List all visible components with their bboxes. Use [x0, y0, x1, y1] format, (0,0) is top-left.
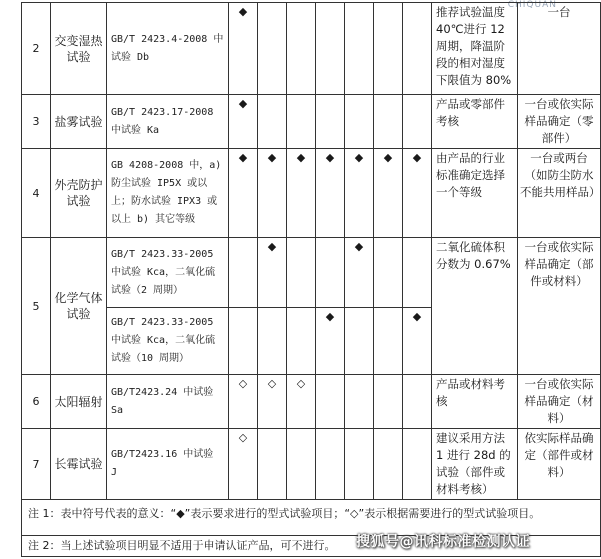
test-name: 太阳辐射	[51, 375, 107, 429]
test-standard: GB/T 2423.33-2005 中试验 Kca，二氧化硫试验（10 周期）	[107, 308, 229, 375]
table-row	[22, 149, 601, 238]
symbol-cell	[345, 308, 374, 375]
symbol-cell	[345, 3, 374, 95]
sample-quantity: 一台或依实际样品确定（零部件）	[518, 95, 601, 149]
symbol-cell	[374, 95, 403, 149]
sample-quantity: 一台或两台（如防尘防水不能共用样品）	[518, 149, 601, 238]
test-requirement: 产品或零部件考核	[432, 95, 518, 149]
symbol-cell	[316, 375, 345, 429]
test-standard: GB/T 2423.17-2008 中试验 Ka	[107, 95, 229, 149]
table-row	[22, 238, 601, 308]
symbol-cell	[229, 308, 258, 375]
symbol-cell	[258, 3, 287, 95]
symbol-cell	[316, 429, 345, 500]
row-number: 2	[22, 3, 51, 95]
symbol-cell	[287, 429, 316, 500]
symbol-cell	[374, 3, 403, 95]
symbol-cell	[374, 308, 403, 375]
sample-quantity: 一台	[518, 3, 601, 95]
row-number: 5	[22, 238, 51, 375]
symbol-cell: ◆	[403, 308, 432, 375]
symbol-cell	[403, 95, 432, 149]
watermark-text: 搜狐号@讯科标准检测认证	[356, 534, 530, 550]
symbol-cell	[403, 238, 432, 308]
symbol-cell	[316, 3, 345, 95]
table-row	[22, 3, 601, 95]
note-2: 注 2：当上述试验项目明显不适用于申请认证产品，可不进行。	[22, 536, 601, 557]
note-1: 注 1：表中符号代表的意义：“◆”表示要求进行的型式试验项目；“◇”表示根据需要进行的型式试验项目。	[22, 500, 601, 536]
symbol-cell: ◆	[403, 149, 432, 238]
symbol-cell	[374, 375, 403, 429]
symbol-cell	[287, 95, 316, 149]
sample-quantity: 一台或依实际样品确定（材料）	[518, 375, 601, 429]
symbol-cell	[229, 238, 258, 308]
sample-quantity: 一台或依实际样品确定（部件或材料）	[518, 238, 601, 375]
symbol-cell: ◆	[345, 238, 374, 308]
test-requirement: 由产品的行业标准确定选择一个等级	[432, 149, 518, 238]
symbol-cell	[403, 3, 432, 95]
sample-quantity: 依实际样品确定（部件或材料）	[518, 429, 601, 500]
test-name: 长霉试验	[51, 429, 107, 500]
symbol-cell: ◆	[345, 149, 374, 238]
symbol-cell	[345, 95, 374, 149]
row-number: 3	[22, 95, 51, 149]
row-number: 6	[22, 375, 51, 429]
symbol-cell: ◆	[258, 149, 287, 238]
symbol-cell: ◇	[229, 429, 258, 500]
symbol-cell: ◆	[316, 308, 345, 375]
test-name: 外壳防护试验	[51, 149, 107, 238]
test-requirement: 产品或材料考核	[432, 375, 518, 429]
symbol-cell: ◆	[316, 149, 345, 238]
test-standard: GB/T 2423.4-2008 中试验 Db	[107, 3, 229, 95]
symbol-cell	[258, 95, 287, 149]
test-standard: GB 4208-2008 中，a) 防尘试验 IP5X 或以上；防水试验 IPX3 或以上 b) 其它等级	[107, 149, 229, 238]
symbol-cell	[316, 95, 345, 149]
test-standard: GB/T2423.24 中试验 Sa	[107, 375, 229, 429]
symbol-cell: ◇	[229, 375, 258, 429]
symbol-cell	[258, 429, 287, 500]
brand-mark: CHIQUAN	[507, 0, 557, 10]
symbol-cell	[345, 375, 374, 429]
symbol-cell	[403, 429, 432, 500]
symbol-cell: ◆	[229, 149, 258, 238]
symbol-cell	[258, 308, 287, 375]
test-requirement: 建议采用方法 1 进行 28d 的试验（部件或材料考核）	[432, 429, 518, 500]
symbol-cell	[345, 429, 374, 500]
symbol-cell	[374, 429, 403, 500]
test-standard: GB/T 2423.33-2005 中试验 Kca，二氧化硫试验（2 周期）	[107, 238, 229, 308]
symbol-cell	[374, 238, 403, 308]
table-row	[22, 375, 601, 429]
symbol-cell: ◆	[258, 238, 287, 308]
symbol-cell	[403, 375, 432, 429]
symbol-cell: ◆	[374, 149, 403, 238]
test-name: 化学气体试验	[51, 238, 107, 375]
table-row	[22, 429, 601, 500]
symbol-cell	[287, 308, 316, 375]
symbol-cell	[287, 3, 316, 95]
symbol-cell: ◆	[229, 95, 258, 149]
symbol-cell: ◇	[258, 375, 287, 429]
test-requirement: 二氧化硫体积分数为 0.67%	[432, 238, 518, 375]
table-row	[22, 95, 601, 149]
test-requirement: 推荐试验温度40℃进行 12 周期，降温阶段的相对湿度下限值为 80%	[432, 3, 518, 95]
test-name: 盐雾试验	[51, 95, 107, 149]
test-name: 交变湿热试验	[51, 3, 107, 95]
test-items-table	[21, 2, 601, 557]
row-number: 4	[22, 149, 51, 238]
row-number: 7	[22, 429, 51, 500]
symbol-cell: ◆	[287, 149, 316, 238]
symbol-cell	[287, 238, 316, 308]
symbol-cell: ◆	[229, 3, 258, 95]
symbol-cell	[316, 238, 345, 308]
test-standard: GB/T2423.16 中试验 J	[107, 429, 229, 500]
symbol-cell: ◇	[287, 375, 316, 429]
